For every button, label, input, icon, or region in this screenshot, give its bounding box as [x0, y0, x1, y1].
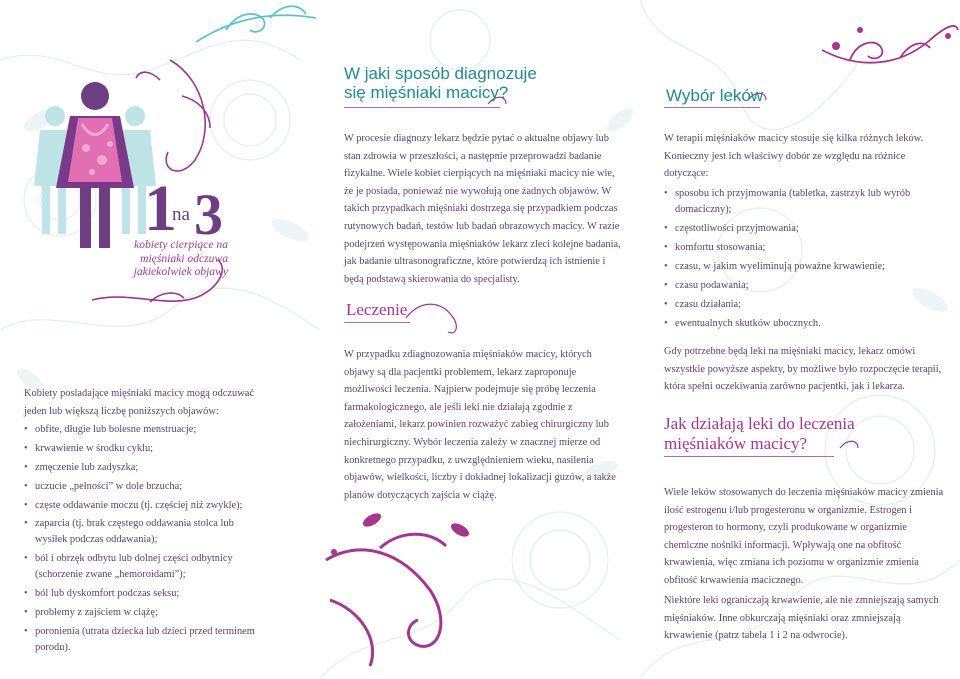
list-item: • zaparcia (tj. brak częstego oddawania stolca lub wysiłek podczas oddawania); [24, 516, 256, 548]
list-item: • częste oddawanie moczu (tj. częściej niż zwykle); [24, 498, 256, 514]
list-item: • częstotliwości przyjmowania; [664, 221, 946, 237]
medication-choice-intro: W terapii mięśniaków macicy stosuje się kilka różnych leków. Konieczny jest ich właściwy dobór ze względu na różnice dotyczące: [664, 133, 924, 180]
list-item: • ewentualnych skutków ubocznych. [664, 316, 946, 332]
magenta-swirl-bottom [326, 534, 446, 666]
diagnosis-heading-line1: W jaki sposób diagnozuje [344, 64, 537, 83]
stat-number-1: 1 [144, 172, 177, 245]
list-item: • krwawienie w środku cyklu; [24, 441, 256, 457]
list-item: • czasu, w jakim wyeliminują poważne krwawienie; [664, 259, 946, 275]
diagnosis-heading [344, 64, 604, 102]
list-item: • sposobu ich przyjmowania (tabletka, zastrzyk lub wyrób domaciczny); [664, 186, 946, 218]
list-item: • czasu podawania; [664, 278, 946, 294]
treatment-heading-rule [344, 322, 410, 323]
medication-closing-text: Gdy potrzebne będą leki na mięśniaki macicy, lekarz omówi wszystkie powyższe aspekty, by możliwe było rozpoczęcie terapii, która spełni oczekiwania zarówno pacjentki, jak i lekarza. [664, 346, 942, 393]
teal-swirl-top [196, 6, 316, 42]
treatment-heading: Leczenie [346, 300, 408, 319]
medication-choice-rule [664, 107, 760, 108]
stat-caption: kobiety cierpiące na mięśniaki odczuwa jakiekolwiek objawy [133, 238, 228, 278]
list-item: • problemy z zajściem w ciążę; [24, 605, 256, 621]
stat-word-na: na [172, 204, 190, 225]
list-item: • ból i obrzęk odbytu lub dolnej części odbytnicy (schorzenie zwane „hemoroidami”); [24, 551, 256, 583]
how-heading-rule [664, 456, 834, 457]
list-item: • poronienia (utrata dziecka lub dzieci przed terminem porodu). [24, 624, 256, 656]
how-drugs-work-heading [664, 414, 944, 454]
list-item: • czasu działania; [664, 297, 946, 313]
diagnosis-heading-line2: się mięśniaki macicy? [344, 83, 509, 102]
medication-choice-section [664, 130, 946, 335]
medication-factors-list [664, 186, 946, 332]
diagnosis-text: W procesie diagnozy lekarz będzie pytać o aktualne objawy lub stan zdrowia w przeszłości, a następnie przeprowadzi badanie fizykalne. Wiele kobiet cierpiących na mięśniaki macicy nie wie, że je posiada, ponieważ nie wywołują one żadnych objawów. W takich przypadkach mięśniaki dostrzega się przypadkiem podczas rutynowych badań, testów lub badań obrazowych macicy. W razie podejrzeń występowania mięśniaków lekarz zleci kolejne badania, jak badanie ultrasonograficzne, które potwierdzą ich istnienie i będą podstawą skierowania do specjalisty. [344, 133, 621, 285]
magenta-swirl-top-right [822, 26, 958, 63]
list-item: • zmęczenie lub zadyszka; [24, 460, 256, 476]
stat-number-3: 3 [194, 182, 223, 247]
diagnosis-heading-rule [344, 107, 500, 108]
women-illustration [30, 78, 160, 258]
list-item: • obfite, długie lub bolesne menstruacje; [24, 422, 256, 438]
treatment-text: W przypadku zdiagnozowania mięśniaków macicy, których objawy są dla pacjentki problemem, lekarz zaproponuje możliwości leczenia. Najpierw podejmuje się próbę leczenia farmakologicznego, ale jeśli leki nie działają zgodnie z założeniami, lekarz powinien rozważyć zabieg chirurgiczny lub niechirurgiczny. Wybór leczenia zależy w znacznej mierze od konkretnego przypadku, z uwzględnieniem wieku, nasilenia objawów, wielkości, liczby i dokładnej lokalizacji guzów, a także planów dotyczących zajścia w ciążę. [344, 349, 616, 501]
how-drugs-paragraph-2: Niektóre leki ograniczają krwawienie, ale nie zmniejszają samych mięśniaków. Inne obkurczają mięśniaki oraz zmniejszają krwawienie (patrz tabela 1 i 2 na odwrocie). [664, 595, 939, 642]
how-drugs-paragraph-1: Wiele leków stosowanych do leczenia mięśniaków macicy zmienia ilość estrogenu i/lub progesteronu w organizmie. Estrogen i progesteron to hormony, czyli produkowane w organizmie chemiczne nośniki informacji. Wpływają one na obfitość krwawienia, więc zmiana ich poziomu w organizmie zmienia obfitość krwawienia macicznego. [664, 487, 944, 586]
symptoms-intro: Kobiety posiadające mięśniaki macicy mogą odczuwać jeden lub większą liczbę poniższych objawów: [24, 388, 254, 417]
how-heading-line1: Jak działają leki do leczenia [664, 414, 855, 433]
how-heading-line2: mięśniaków macicy? [664, 434, 808, 453]
list-item: • komfortu stosowania; [664, 240, 946, 256]
symptoms-list [24, 422, 256, 656]
list-item: • uczucie „pełności” w dole brzucha; [24, 479, 256, 495]
list-item: • ból lub dyskomfort podczas seksu; [24, 586, 256, 602]
symptoms-section [24, 385, 256, 659]
medication-choice-heading: Wybór leków [666, 86, 764, 105]
